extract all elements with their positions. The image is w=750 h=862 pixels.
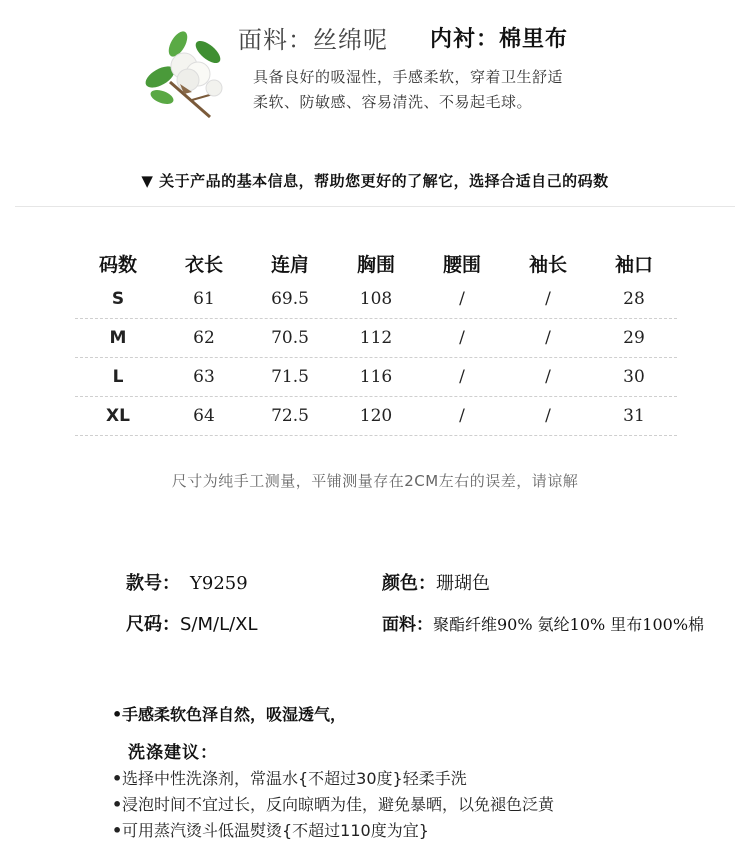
size-range (126, 610, 258, 636)
column-header: 袖口 (614, 253, 653, 276)
care-item-text: 可用蒸汽烫斗低温熨烫{不超过110度为宜} (122, 821, 429, 840)
table-cell: L (112, 367, 124, 387)
product-material (382, 610, 704, 635)
size-table (75, 246, 677, 436)
table-cell: 30 (623, 367, 645, 387)
bullet-icon: • (112, 705, 123, 724)
table-cell: 64 (193, 406, 215, 426)
table-cell: S (111, 289, 125, 309)
table-row (75, 358, 677, 397)
column-header: 连肩 (270, 253, 309, 276)
fabric-material-label: 面料：丝绵呢 (238, 26, 388, 54)
table-row (75, 280, 677, 319)
table-cell: 61 (193, 289, 215, 309)
table-cell: 71.5 (271, 367, 309, 387)
table-cell: 112 (359, 328, 393, 348)
style-number-value: Y9259 (190, 573, 248, 594)
cotton-icon (140, 22, 232, 122)
bullet-icon: • (112, 769, 123, 788)
column-header: 腰围 (442, 253, 481, 276)
product-material-value: 聚酯纤维90% 氨纶10% 里布100%棉 (433, 615, 705, 634)
care-item-text: 选择中性洗涤剂，常温水{不超过30度}轻柔手洗 (122, 769, 467, 788)
table-cell: / (545, 289, 551, 309)
table-cell: 72.5 (271, 406, 309, 426)
size-range-key: 尺码： (126, 614, 180, 635)
wash-title: 洗涤建议： (128, 743, 218, 763)
divider (15, 206, 735, 207)
column-header: 袖长 (528, 253, 567, 276)
bullet-icon: • (112, 795, 123, 814)
feature-line (112, 702, 346, 725)
table-cell: / (459, 289, 465, 309)
column-header: 码数 (98, 253, 137, 276)
care-item (112, 792, 554, 815)
style-number (126, 569, 248, 595)
care-item (112, 818, 429, 841)
table-header-row (75, 246, 677, 280)
table-cell: / (459, 367, 465, 387)
table-cell: 63 (193, 367, 215, 387)
table-cell: 116 (359, 367, 393, 387)
fabric-description-line: 具备良好的吸湿性，手感柔软，穿着卫生舒适 (253, 68, 564, 86)
care-item-text: 浸泡时间不宜过长，反向晾晒为佳，避免暴晒，以免褪色泛黄 (122, 795, 555, 814)
table-cell: 70.5 (271, 328, 309, 348)
column-header: 衣长 (184, 253, 223, 276)
table-cell: / (545, 328, 551, 348)
measurement-note: 尺寸为纯手工测量，平铺测量存在2CM左右的误差，请谅解 (171, 472, 579, 490)
product-color (382, 569, 490, 595)
table-cell: XL (106, 406, 130, 426)
info-heading: ▼ 关于产品的基本信息，帮助您更好的了解它，选择合适自己的码数 (141, 172, 609, 190)
product-color-key: 颜色： (382, 573, 436, 594)
product-material-key: 面料： (382, 615, 433, 635)
table-cell: 120 (359, 406, 393, 426)
lining-label: 内衬：棉里布 (430, 27, 569, 52)
table-cell: M (109, 328, 127, 348)
table-cell: 28 (623, 289, 645, 309)
bullet-icon: • (112, 821, 123, 840)
table-cell: / (545, 406, 551, 426)
table-cell: 31 (623, 406, 645, 426)
table-cell: 62 (193, 328, 215, 348)
table-cell: / (459, 328, 465, 348)
size-range-value: S/M/L/XL (180, 614, 258, 635)
table-cell: 108 (359, 289, 393, 309)
style-number-key: 款号： (126, 573, 180, 594)
table-cell: / (459, 406, 465, 426)
table-row (75, 397, 677, 436)
column-header: 胸围 (356, 253, 395, 276)
table-row (75, 319, 677, 358)
product-color-value: 珊瑚色 (436, 573, 490, 594)
table-cell: 29 (623, 328, 645, 348)
table-cell: / (545, 367, 551, 387)
fabric-description-line: 柔软、防敏感、容易清洗、不易起毛球。 (253, 93, 533, 111)
feature-text: 手感柔软色泽自然，吸湿透气， (122, 705, 347, 724)
table-cell: 69.5 (271, 289, 309, 309)
care-item (112, 766, 467, 789)
